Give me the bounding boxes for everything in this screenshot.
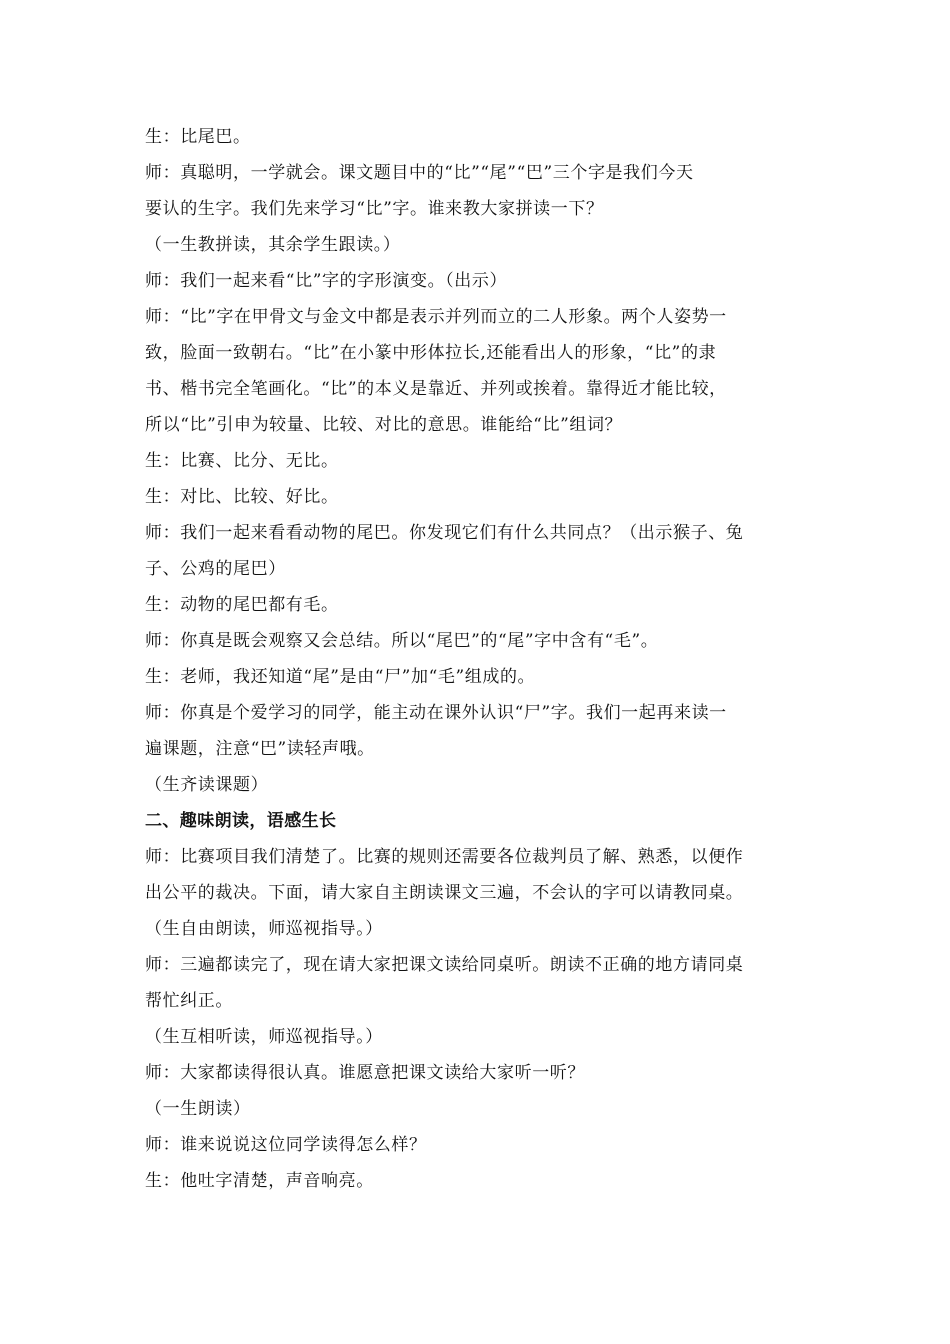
text-line: 遍课题，注意“巴”读轻声哦。 xyxy=(145,739,375,759)
text-line: 师：三遍都读完了，现在请大家把课文读给同桌听。朗读不正确的地方请同桌 xyxy=(145,955,744,975)
text-line: 生：老师，我还知道“尾”是由“尸”加“毛”组成的。 xyxy=(145,667,536,687)
text-line: （一生朗读） xyxy=(145,1099,251,1119)
text-line: 生：动物的尾巴都有毛。 xyxy=(145,595,339,615)
text-line: 师：比赛项目我们清楚了。比赛的规则还需要各位裁判员了解、熟悉，以便作 xyxy=(145,847,744,867)
text-line: 帮忙纠正。 xyxy=(145,991,233,1011)
text-line: 师：你真是个爱学习的同学，能主动在课外认识“尸”字。我们一起再来读一 xyxy=(145,703,727,723)
text-line: 书、楷书完全笔画化。“比”的本义是靠近、并列或挨着。靠得近才能比较， xyxy=(145,379,727,399)
text-line: 师：真聪明，一学就会。课文题目中的“比”“尾”“巴”三个字是我们今天 xyxy=(145,163,694,183)
text-line: 致，脸面一致朝右。“比”在小篆中形体拉长,还能看出人的形象，“比”的隶 xyxy=(145,343,717,363)
text-line: 师：你真是既会观察又会总结。所以“尾巴”的“尾”字中含有“毛”。 xyxy=(145,631,659,651)
text-line: 出公平的裁决。下面，请大家自主朗读课文三遍，不会认的字可以请教同桌。 xyxy=(145,883,744,903)
text-line: 生：比赛、比分、无比。 xyxy=(145,451,339,471)
text-line: 师：我们一起来看看动物的尾巴。你发现它们有什么共同点？（出示猴子、兔 xyxy=(145,523,744,543)
text-line: 要认的生字。我们先来学习“比”字。谁来教大家拼读一下？ xyxy=(145,199,604,219)
text-line: 师：我们一起来看“比”字的字形演变。（出示） xyxy=(145,271,508,291)
text-line: 子、公鸡的尾巴） xyxy=(145,559,286,579)
text-line: （一生教拼读，其余学生跟读。） xyxy=(145,235,401,255)
section-heading: 二、趣味朗读，语感生长 xyxy=(145,811,337,831)
text-line: 师：大家都读得很认真。谁愿意把课文读给大家听一听？ xyxy=(145,1063,585,1083)
text-line: 生：对比、比较、好比。 xyxy=(145,487,339,507)
text-line: （生互相听读，师巡视指导。） xyxy=(145,1027,383,1047)
text-line: 师：“比”字在甲骨文与金文中都是表示并列而立的二人形象。两个人姿势一 xyxy=(145,307,727,327)
text-line: 生：他吐字清楚，声音响亮。 xyxy=(145,1171,374,1191)
text-line: 师：谁来说说这位同学读得怎么样？ xyxy=(145,1135,427,1155)
text-line: 所以“比”引申为较量、比较、对比的意思。谁能给“比”组词？ xyxy=(145,415,623,435)
text-line: （生自由朗读，师巡视指导。） xyxy=(145,919,383,939)
document-body xyxy=(145,119,810,1199)
text-line: 生：比尾巴。 xyxy=(145,127,251,147)
text-line: （生齐读课题） xyxy=(145,775,269,795)
